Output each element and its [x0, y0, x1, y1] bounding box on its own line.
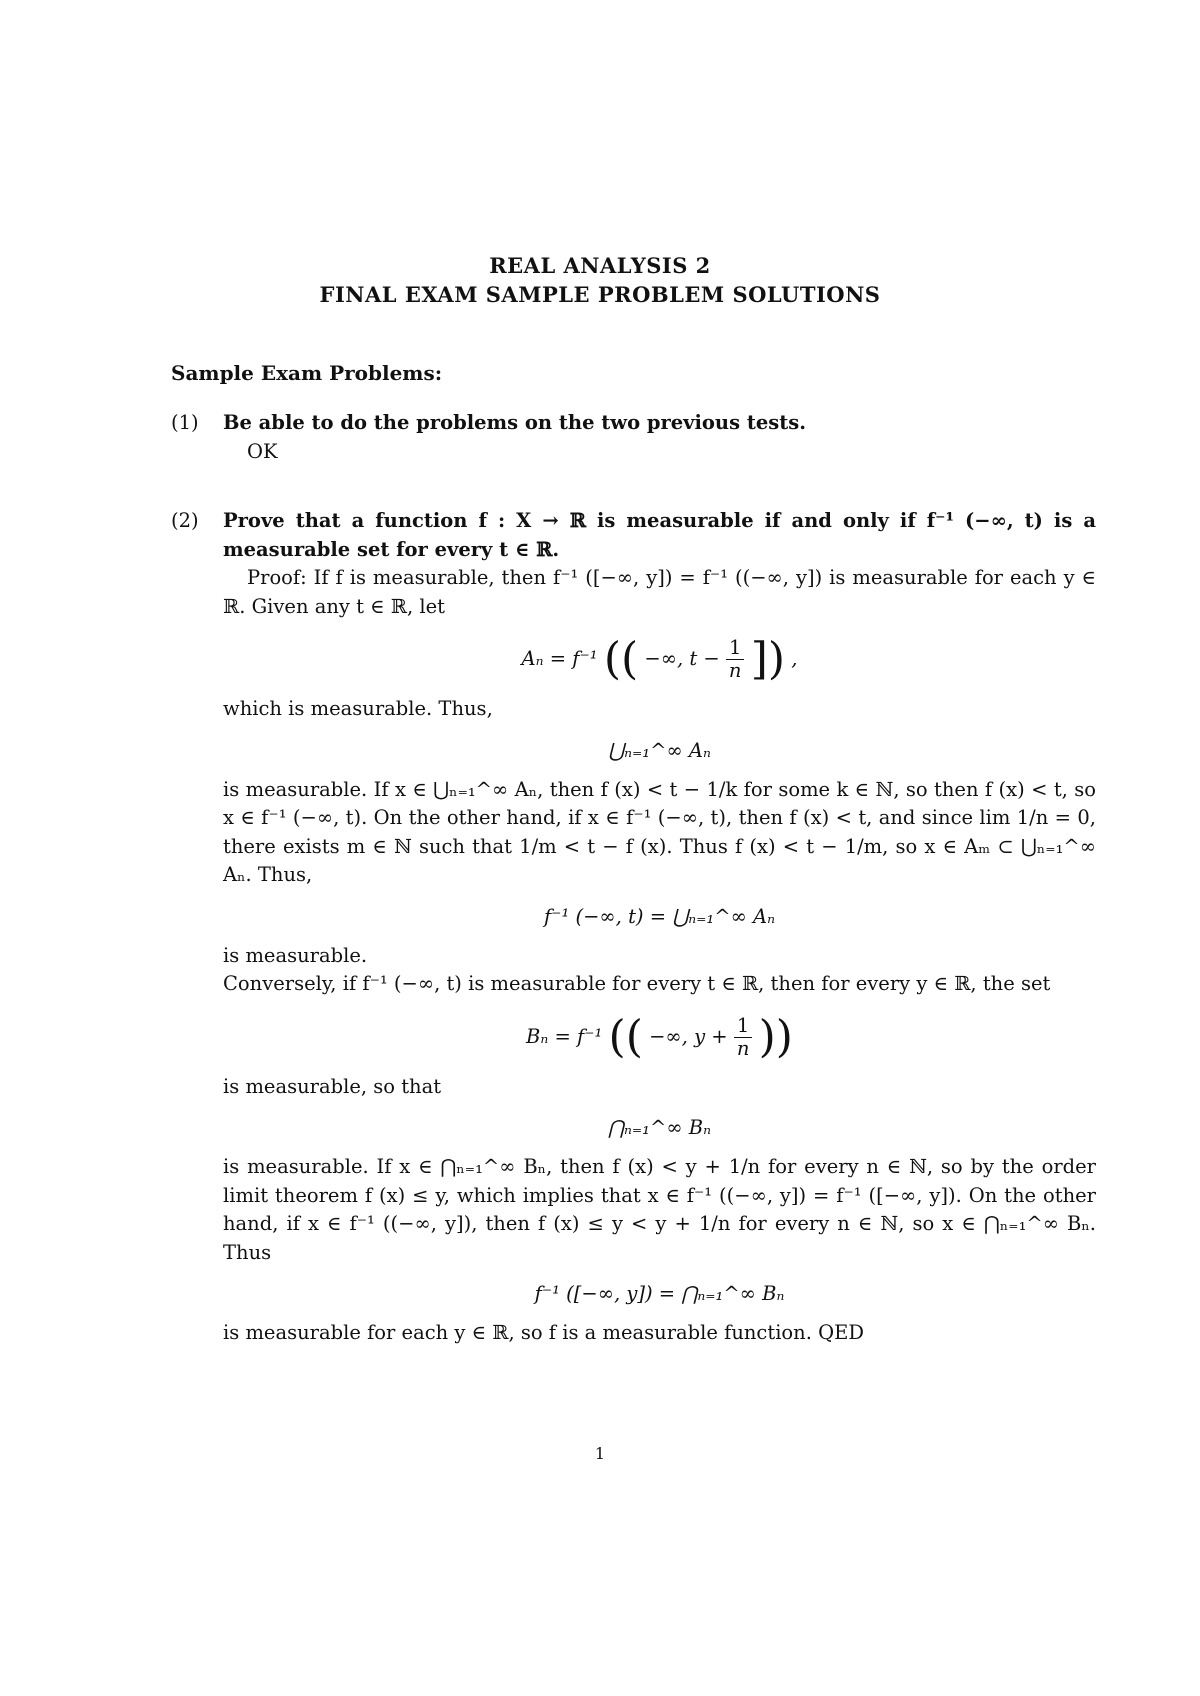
problem-number: (2) [171, 509, 199, 532]
problem-number: (1) [171, 411, 199, 434]
which-measurable-text: which is measurable. Thus, [223, 697, 493, 720]
fraction-one-over-n [734, 1015, 753, 1060]
union-An-display: ⋃ₙ₌₁^∞ Aₙ [608, 738, 711, 762]
intersection-paragraph: is measurable. If x ∈ ⋂ₙ₌₁^∞ Bₙ, then f (x) < y + 1/n for every n ∈ ℕ, so by the order limit theorem f (x) ≤ y, which implies that x ∈ f⁻¹ ((−∞, y]) = f⁻¹ ([−∞, y]). On the other hand, if x ∈ f⁻¹ ((−∞, y]), then f (x) ≤ y < y + 1/n for every n ∈ ℕ, so x ∈ ⋂ₙ₌₁^∞ Bₙ. Thus [223, 1155, 1096, 1264]
measurable-so-that-text: is measurable, so that [223, 1074, 442, 1098]
equation-An-inner: −∞, t − [644, 647, 720, 670]
is-measurable-text: is measurable. [223, 943, 368, 967]
union-equation: f⁻¹ (−∞, t) = ⋃ₙ₌₁^∞ Aₙ [543, 904, 776, 928]
equation-An-tail: , [791, 647, 798, 670]
problem-statement: Be able to do the problems on the two previous tests. [223, 411, 807, 434]
document-subtitle: FINAL EXAM SAMPLE PROBLEM SOLUTIONS [319, 282, 881, 307]
section-heading: Sample Exam Problems: [171, 361, 443, 385]
document-title: REAL ANALYSIS 2 [489, 253, 711, 278]
close-paren: )) [758, 1011, 793, 1062]
fraction-denominator: n [728, 659, 742, 682]
problem-answer: OK [247, 439, 278, 463]
open-paren: (( [603, 633, 639, 685]
intersection-equation: f⁻¹ ([−∞, y]) = ⋂ₙ₌₁^∞ Bₙ [534, 1282, 785, 1305]
conclusion-text: is measurable for each y ∈ ℝ, so f is a measurable function. QED [223, 1321, 864, 1344]
fraction-numerator: 1 [726, 637, 745, 660]
problem-statement: Prove that a function f : X → ℝ is measurable if and only if f⁻¹ (−∞, t) is a measurable set for every t ∈ ℝ. [223, 509, 1096, 561]
equation-Bn-lhs: Bₙ = f⁻¹ [526, 1024, 603, 1048]
page-number: 1 [594, 1444, 606, 1463]
equation-Bn [223, 1009, 1096, 1065]
open-paren: (( [608, 1011, 643, 1062]
intersection-Bn-display: ⋂ₙ₌₁^∞ Bₙ [607, 1116, 712, 1139]
equation-An [223, 631, 1096, 687]
equation-An-lhs: Aₙ = f⁻¹ [521, 647, 598, 670]
union-paragraph: is measurable. If x ∈ ⋃ₙ₌₁^∞ Aₙ, then f (x) < t − 1/k for some k ∈ ℕ, so then f (x) < t, so x ∈ f⁻¹ (−∞, t). On the other hand, if x ∈ f⁻¹ (−∞, t), then f (x) < t, and since lim 1/n = 0, there exists m ∈ ℕ such that 1/m < t − f (x). Thus f (x) < t − 1/m, so x ∈ Aₘ ⊂ ⋃ₙ₌₁^∞ Aₙ. Thus, [223, 777, 1096, 886]
fraction-one-over-n [726, 637, 745, 682]
equation-Bn-inner: −∞, y + [649, 1024, 728, 1048]
conversely-paragraph: Conversely, if f⁻¹ (−∞, t) is measurable for every t ∈ ℝ, then for every y ∈ ℝ, the set [223, 972, 1051, 995]
fraction-numerator: 1 [734, 1015, 753, 1038]
close-bracket: ]) [750, 633, 786, 685]
fraction-denominator: n [736, 1036, 750, 1060]
problem-2 [171, 507, 1096, 1348]
proof-intro: Proof: If f is measurable, then f⁻¹ ([−∞, y]) = f⁻¹ ((−∞, y]) is measurable for each y ∈ ℝ. Given any t ∈ ℝ, let [223, 566, 1096, 618]
problem-1 [171, 409, 1096, 466]
